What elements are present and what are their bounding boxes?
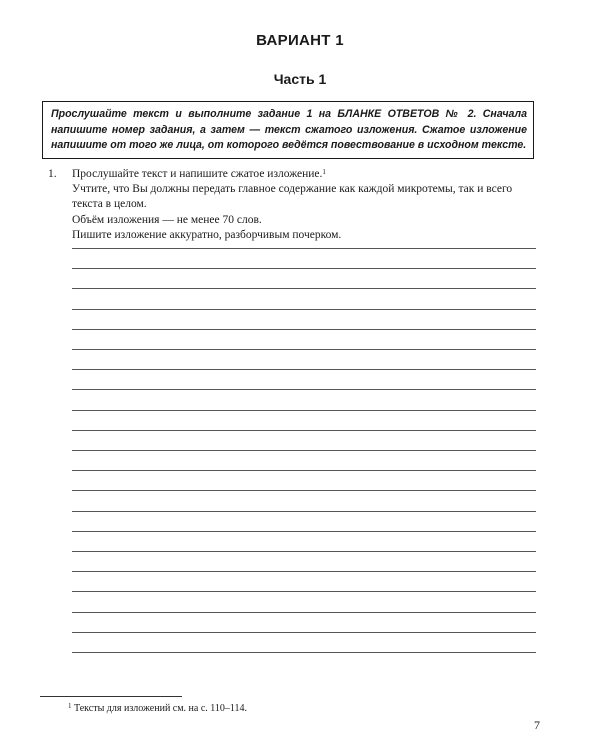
answer-line [72,490,536,491]
answer-line [72,571,536,572]
answer-line [72,470,536,471]
answer-line [72,652,536,653]
answer-line [72,349,536,350]
footnote-mark: 1 [68,702,72,710]
footnote-reference: 1 [322,168,326,176]
answer-line [72,612,536,613]
answer-line [72,551,536,552]
footnote-rule [40,696,182,697]
task-line-3: Объём изложения — не менее 70 слов. [72,213,262,226]
answer-line [72,309,536,310]
answer-line [72,531,536,532]
footnote-text: Тексты для изложений см. на с. 110–114. [74,703,248,714]
instruction-text: Прослушайте текст и выполните задание 1 на БЛАНКЕ ОТВЕТОВ № 2. Сначала напишите номер задания, а затем — текст сжатого изложения. Сжатое изложение напишите от того же лица, от которого ведётся повествование в исходном тексте. [51,108,527,151]
task-line-2: Учтите, что Вы должны передать главное содержание как каждой микротемы, так и всего текста в целом. [72,183,513,211]
answer-line [72,389,536,390]
answer-line [72,288,536,289]
task-body [72,167,538,243]
answer-line [72,450,536,451]
task-line-1 [72,167,538,182]
answer-line [72,591,536,592]
answer-line [72,410,536,411]
answer-line [72,248,536,249]
answer-line [72,511,536,512]
answer-line [72,632,536,633]
task-number: 1. [48,168,57,180]
part-title: Часть 1 [273,71,327,87]
variant-title: ВАРИАНТ 1 [256,32,344,49]
page-number: 7 [534,718,540,732]
instruction-box [42,101,534,159]
task-line-1-text: Прослушайте текст и напишите сжатое изложение. [72,168,323,180]
footnote [68,702,247,715]
answer-line [72,268,536,269]
answer-line [72,369,536,370]
task-line-4: Пишите изложение аккуратно, разборчивым почерком. [72,228,342,241]
answer-line [72,329,536,330]
task-1 [48,167,538,243]
answer-line [72,430,536,431]
